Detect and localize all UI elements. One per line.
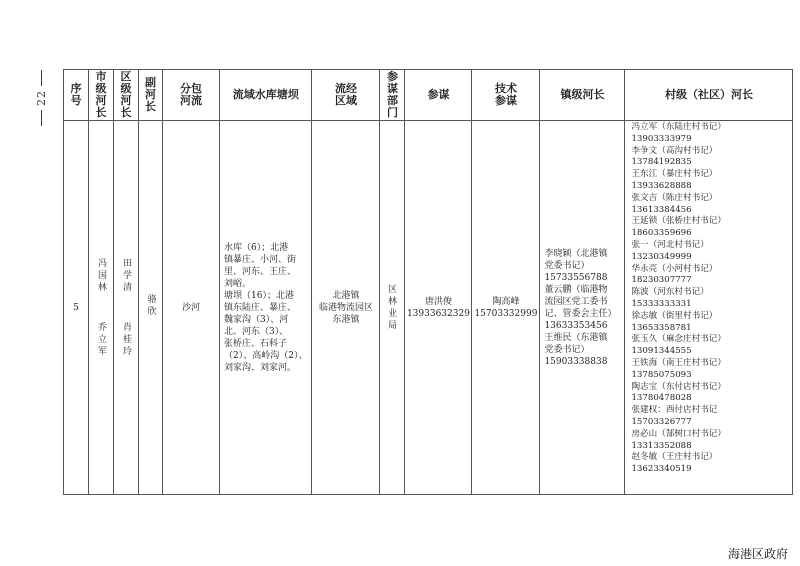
cell-region bbox=[312, 121, 380, 495]
town-chief-line: 王维民（东港镇 bbox=[544, 332, 608, 343]
header-deputy-chief: 副河长 bbox=[139, 70, 163, 121]
village-chief-line: 13091344555 bbox=[631, 346, 692, 357]
village-chief-line: 18230307777 bbox=[631, 275, 692, 286]
village-chief-line: 13613384456 bbox=[631, 204, 692, 215]
village-chief-line: 李争文（高沟村书记） bbox=[631, 145, 718, 156]
footer-government-name: 海港区政府 bbox=[727, 547, 788, 561]
header-tech-adviser: 技术参谋 bbox=[472, 70, 540, 121]
reservoir-line: 魏家沟（3）、河 bbox=[224, 314, 289, 325]
village-chief-line: 15703326777 bbox=[631, 416, 692, 427]
village-chief-line: 张文吉（陈庄村书记） bbox=[631, 192, 718, 203]
tech-adviser-name: 陶高峰 bbox=[492, 296, 520, 307]
village-chief-line: 15333333331 bbox=[631, 298, 692, 309]
village-chief-line: 13784192835 bbox=[631, 157, 692, 168]
district-chief-name: 肖桂玲 bbox=[121, 321, 131, 358]
page-number bbox=[30, 70, 52, 180]
header-adviser: 参谋 bbox=[405, 70, 472, 121]
reservoir-line: 刘家沟、刘家河。 bbox=[224, 362, 297, 373]
village-chief-line: 陈波（河东村书记） bbox=[631, 287, 709, 298]
header-city-chief: 市级河长 bbox=[89, 70, 114, 121]
reservoir-line: 镇暴庄、小河、街 bbox=[224, 254, 297, 265]
cell-reservoirs bbox=[220, 121, 312, 495]
village-chief-line: 冯立军（东陆庄村书记） bbox=[631, 122, 726, 132]
cell-district-chiefs bbox=[114, 121, 139, 495]
village-chief-line: 13780478028 bbox=[631, 393, 692, 404]
village-chief-line: 房必山（郜树口村书记） bbox=[631, 428, 726, 439]
village-chief-line: 13623340519 bbox=[631, 464, 692, 475]
town-chief-line: 党委书记） bbox=[544, 260, 590, 271]
village-chief-line: 王延锁（张桥庄村书记） bbox=[631, 216, 726, 227]
cell-tech-adviser bbox=[472, 121, 540, 495]
village-chief-line: 王东江（暴庄村书记） bbox=[631, 169, 718, 180]
page-number-dash-top bbox=[41, 70, 42, 86]
region-line: 临港物流园区 bbox=[318, 302, 373, 313]
village-chief-line: 张玉久（麻念庄村书记） bbox=[631, 334, 726, 345]
village-chief-line: 18603359696 bbox=[631, 228, 692, 239]
town-chief-line: 党委书记） bbox=[544, 344, 590, 355]
reservoir-line: 镇东陆庄、暴庄、 bbox=[224, 302, 297, 313]
village-chief-line: 13653358781 bbox=[631, 322, 692, 333]
page-number-dash-bottom bbox=[41, 110, 42, 126]
region-line: 东港镇 bbox=[332, 314, 360, 325]
reservoir-line: 里、河东、王庄、 bbox=[224, 266, 297, 277]
deputy-chief-name: 骆欣 bbox=[145, 293, 156, 318]
village-chief-line: 13933628888 bbox=[631, 180, 692, 191]
cell-index: 5 bbox=[64, 121, 89, 495]
reservoir-line: 水库（6）；北港 bbox=[224, 242, 289, 253]
town-chief-line: 记、管委会主任） bbox=[544, 308, 617, 319]
village-chief-line: 13230349999 bbox=[631, 251, 692, 262]
header-district-chief: 区级河长 bbox=[114, 70, 139, 121]
reservoir-line: 张桥庄、石科子 bbox=[224, 338, 288, 349]
town-chief-line: 15733556788 bbox=[544, 272, 608, 283]
tech-adviser-phone: 15703332999 bbox=[474, 308, 538, 319]
village-chief-line: 张一（河北村书记） bbox=[631, 239, 709, 250]
header-row bbox=[64, 70, 793, 121]
reservoir-line: （2）、高岭沟（2）、 bbox=[224, 350, 308, 361]
header-sub-river: 分包河流 bbox=[163, 70, 220, 121]
cell-village-chiefs bbox=[625, 121, 793, 495]
cell-deputy-chief bbox=[139, 121, 163, 495]
header-index: 序号 bbox=[64, 70, 89, 121]
header-dept: 参谋部门 bbox=[380, 70, 405, 121]
village-chief-line: 陶志宝（东付店村书记） bbox=[631, 381, 726, 392]
town-chief-line: 李晓颖（北港镇 bbox=[544, 248, 608, 259]
village-chief-line: 王铁海（南王庄村书记） bbox=[631, 357, 726, 368]
village-chief-line: 张建权：西付店村书记 bbox=[631, 405, 718, 416]
header-village-chief: 村级（社区）河长 bbox=[625, 70, 793, 121]
region-line: 北港镇 bbox=[332, 290, 360, 301]
city-chief-name: 乔立军 bbox=[96, 321, 106, 358]
village-chief-line: 13903333979 bbox=[631, 133, 692, 144]
header-town-chief: 镇级河长 bbox=[540, 70, 625, 121]
cell-dept: 区林业局 bbox=[380, 121, 405, 495]
reservoir-line: 塘坝（16）；北港 bbox=[224, 290, 294, 301]
header-region: 流经区域 bbox=[312, 70, 380, 121]
village-chief-line: 13785075093 bbox=[631, 369, 692, 380]
adviser-name: 唐洪俊 bbox=[424, 296, 452, 307]
cell-sub-river: 沙河 bbox=[163, 121, 220, 495]
village-chief-line: 徐志敏（街里村书记） bbox=[631, 310, 718, 321]
city-chief-name: 冯国林 bbox=[96, 257, 106, 294]
village-chief-line: 华永亮（小河村书记） bbox=[631, 263, 718, 274]
town-chief-line: 流园区党工委书 bbox=[544, 296, 608, 307]
town-chief-line: 董云鹏（临港物 bbox=[544, 284, 608, 295]
town-chief-line: 15903338838 bbox=[544, 356, 608, 367]
table-row bbox=[64, 121, 793, 495]
cell-town-chiefs bbox=[540, 121, 625, 495]
page-number-text: 22 bbox=[34, 90, 48, 106]
header-reservoirs: 流域水库塘坝 bbox=[220, 70, 312, 121]
reservoir-line: 刘峪。 bbox=[224, 278, 252, 289]
adviser-phone: 13933632329 bbox=[406, 308, 470, 319]
river-chief-table bbox=[63, 69, 793, 495]
district-chief-name: 田学清 bbox=[121, 257, 131, 294]
reservoir-line: 北、河东（3）、 bbox=[224, 326, 289, 337]
cell-adviser bbox=[405, 121, 472, 495]
cell-city-chiefs bbox=[89, 121, 114, 495]
town-chief-line: 13633353456 bbox=[544, 320, 608, 331]
village-chief-line: 赵冬敏（王庄村书记） bbox=[631, 452, 718, 463]
village-chief-line: 13313352088 bbox=[631, 440, 692, 451]
